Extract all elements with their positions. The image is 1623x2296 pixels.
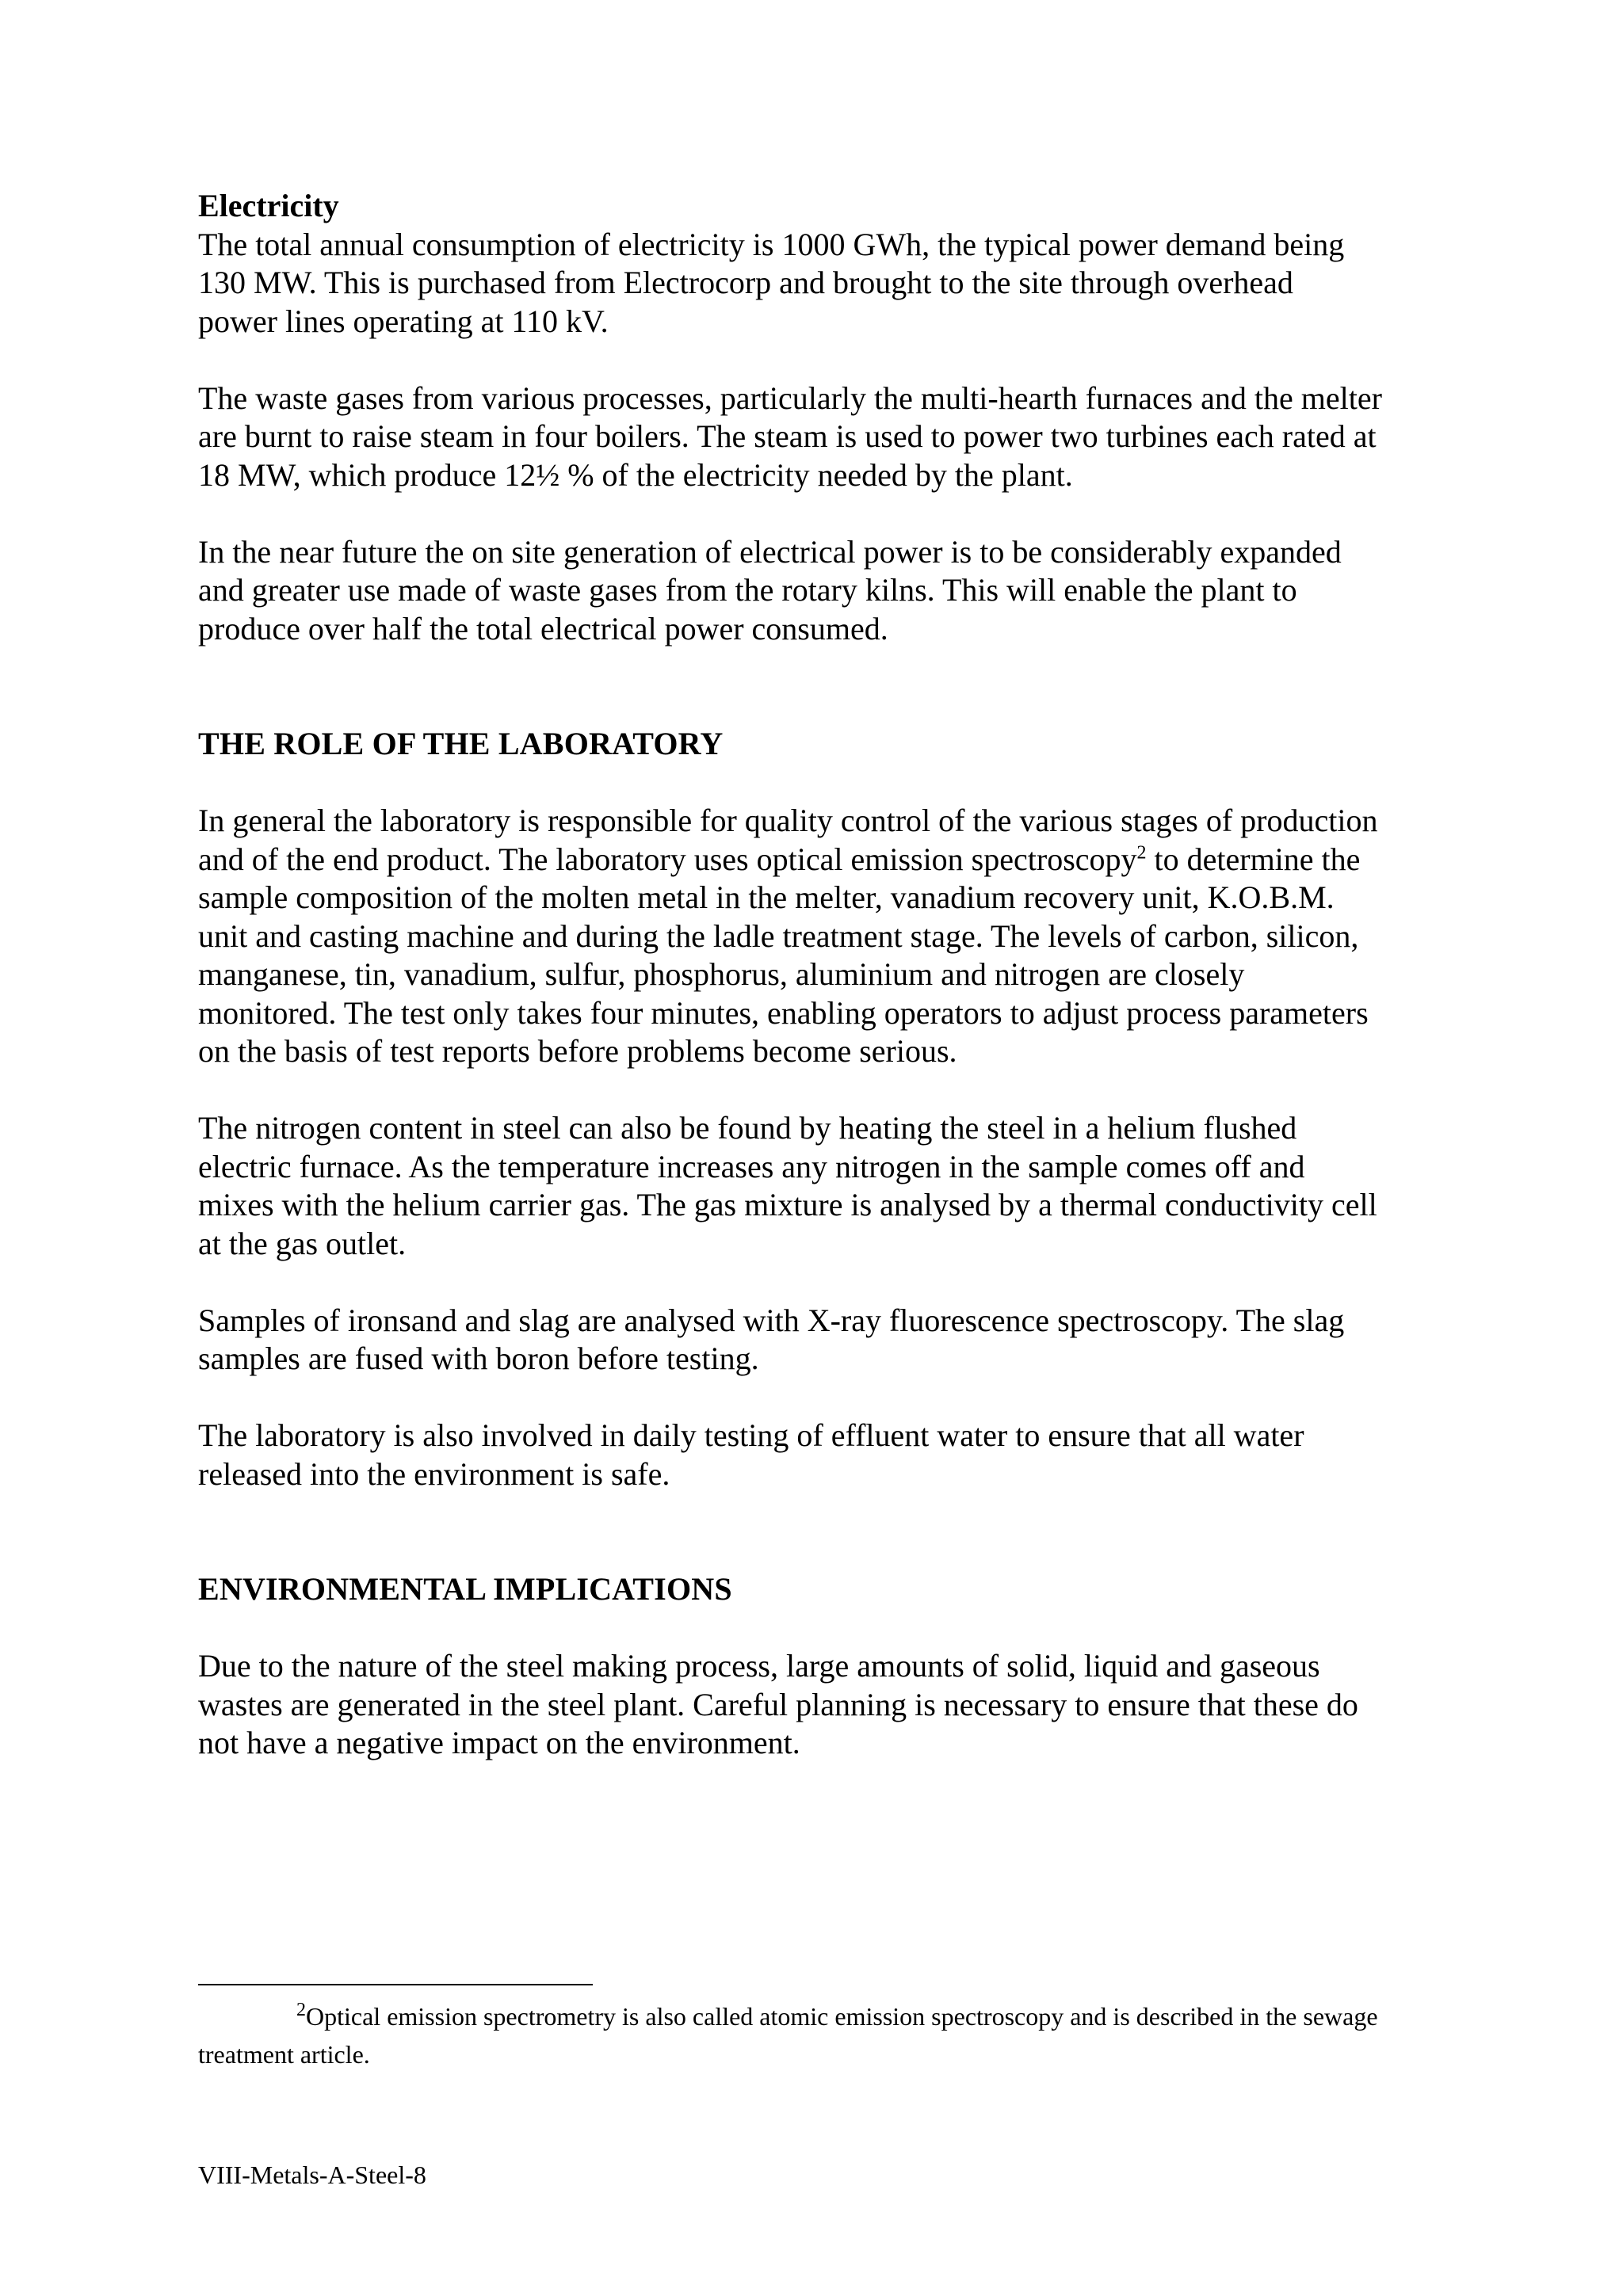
footnote-marker: 2 bbox=[296, 2000, 306, 2021]
laboratory-paragraph-2: The nitrogen content in steel can also be found by heating the steel in a helium flushed electric furnace. As the temperature increases any nitrogen in the sample comes off and mixes with the helium carrier gas. The gas mixture is analysed by a thermal conductivity cell at the gas outlet. bbox=[198, 1110, 1377, 1261]
laboratory-paragraph-4: The laboratory is also involved in daily testing of effluent water to ensure that all water released into the environment is safe. bbox=[198, 1417, 1304, 1492]
electricity-paragraph-3: In the near future the on site generation of electrical power is to be considerably expanded and greater use made of waste gases from the rotary kilns. This will enable the plant to produce over half the total electrical power consumed. bbox=[198, 533, 1342, 646]
laboratory-heading: THE ROLE OF THE LABORATORY bbox=[198, 726, 724, 761]
footnote-reference: 2 bbox=[1136, 842, 1147, 864]
laboratory-paragraph-1-part-1: In general the laboratory is responsible for quality control of the various stages of production and of the end product. The laboratory uses optical emission spectroscopy bbox=[198, 803, 1378, 877]
environment-heading: ENVIRONMENTAL IMPLICATIONS bbox=[198, 1571, 732, 1607]
electricity-paragraph-2: The waste gases from various processes, particularly the multi-hearth furnaces and the melter are burnt to raise steam in four boilers. The steam is used to power two turbines each rated at 18 MW, which produce 12½ % of the electricity needed by the plant. bbox=[198, 379, 1382, 493]
laboratory-paragraph-1 bbox=[198, 802, 1450, 1071]
footnote-text-line-2: treatment article. bbox=[198, 2040, 370, 2069]
laboratory-paragraph-1-part-2: to determine the sample composition of the molten metal in the melter, vanadium recovery unit, K.O.B.M. unit and casting machine and during the ladle treatment stage. The levels of carbon, silicon, manganese, tin, vanadium, sulfur, phosphorus, aluminium and nitrogen are closely monitored. The test only takes four minutes, enabling operators to adjust process parameters on the basis of test reports before problems become serious. bbox=[198, 841, 1369, 1069]
electricity-heading: Electricity bbox=[198, 188, 339, 223]
page-footer: VIII-Metals-A-Steel-8 bbox=[198, 2161, 426, 2189]
footnote bbox=[198, 1997, 1450, 2073]
electricity-paragraph-1: The total annual consumption of electricity is 1000 GWh, the typical power demand being 130 MW. This is purchased from Electrocorp and brought to the site through overhead power lines operating at 110 kV. bbox=[198, 226, 1345, 339]
document-body bbox=[198, 187, 1450, 1763]
footnote-text-line-1: Optical emission spectrometry is also called atomic emission spectroscopy and is described in the sewage bbox=[306, 2002, 1378, 2031]
environment-paragraph-1: Due to the nature of the steel making process, large amounts of solid, liquid and gaseous wastes are generated in the steel plant. Careful planning is necessary to ensure that these do not have a negative impact on the environment. bbox=[198, 1648, 1358, 1760]
laboratory-paragraph-3: Samples of ironsand and slag are analysed with X-ray fluorescence spectroscopy. The slag samples are fused with boron before testing. bbox=[198, 1302, 1345, 1376]
footnote-divider bbox=[198, 1984, 593, 1985]
